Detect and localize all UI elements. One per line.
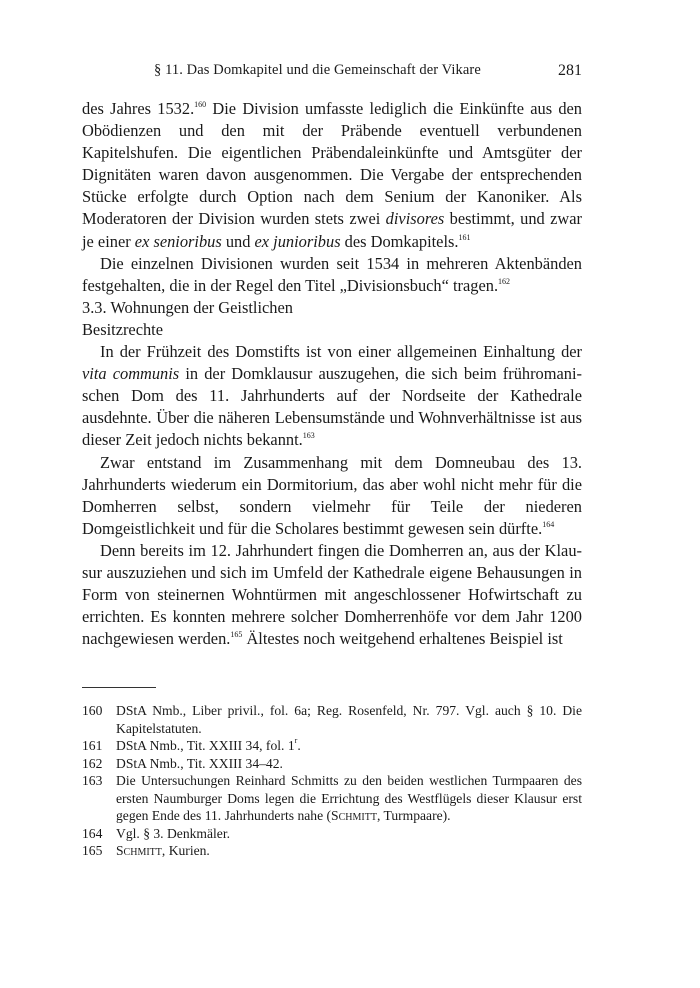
footnote-162: 162 DStA Nmb., Tit. XXIII 34–42. [82, 755, 283, 771]
footnote-ref-161[interactable]: 161 [458, 232, 471, 242]
paragraph-4: Zwar entstand im Zusammenhang mit dem Domneubau des 13. Jahrhunderts wiederum ein Dormitorium, das aber wohl nicht mehr für die Domherren selbst, sondern vielmehr für Teile der niederen Domgeistlichkeit und für die Scholares bestimmt gewesen sein dürfte.$^{164}$ [82, 452, 582, 538]
paragraph-2: Die einzelnen Divisionen wurden seit 1534 in mehreren Aktenbänden festgehalten, die in der Regel den Titel „Divisionsbuch“ tragen.$^{162}$ [82, 253, 582, 295]
footnote-ref-163[interactable]: 163 [302, 431, 315, 441]
footnote-ref-164[interactable]: 164 [542, 519, 555, 529]
subheading: Besitzrechte [82, 319, 164, 339]
main-text [82, 98, 582, 650]
footnotes [82, 687, 582, 860]
footnote-161: 161 DStA Nmb., Tit. XXIII 34, fol. 1$^r$. [82, 736, 301, 753]
section-heading: 3.3. Wohnungen der Geistlichen [82, 297, 293, 317]
footnote-160: 160 DStA Nmb., Liber privil., fol. 6a; Reg. Rosenfeld, Nr. 797. Vgl. auch § 10. Die Kapitelstatuten. [82, 703, 582, 736]
page-number: 281 [558, 62, 582, 79]
paragraph-1: des Jahres 1532.$^{160}$ Die Division umfasste lediglich die Einkünfte aus den Obödienzen und den mit der Präbende eventuell verbundenen Kapitelshufen. Die eigentlichen Präbendaleinkünfte und Amtsgüter der Dignitäten waren davon ausgenommen. Die Vergabe der entsprechenden Stücke erfolgte durch Option nach dem Senium der Kanoniker. Als Moderatoren der Division wurden stets zwei divisores bestimmt, und zwar je einer ex senioribus und ex junioribus des Domkapitels.$^{161}$ [82, 99, 582, 251]
footnote-ref-162[interactable]: 162 [498, 276, 511, 286]
footnote-ref-165[interactable]: 165 [230, 630, 243, 640]
paragraph-3: In der Frühzeit des Domstifts ist von einer allgemeinen Einhaltung der vita communis in der Domklausur auszugehen, die sich beim frühromanischen Dom des 11. Jahrhunderts auf der Nordseite der Kathedrale ausdehnte. Über die näheren Lebensumstände und Wohnverhältnisse ist aus dieser Zeit jedoch nichts bekannt.$^{163}$ [82, 342, 582, 450]
footnote-ref-160[interactable]: 160 [194, 100, 207, 109]
footnote-163: 163 Die Untersuchungen Reinhard Schmitts zu den beiden westlichen Turmpaaren des ersten Naumburger Doms legen die Errichtung des Westflügels dieser Klausur erst gegen Ende des 11. Jahrhunderts nahe (Schmitt, Turmpaare). [82, 773, 582, 823]
footnote-rule [82, 687, 156, 688]
paragraph-5: Denn bereits im 12. Jahrhundert fingen die Domherren an, aus der Klausur auszuziehen und sich im Umfeld der Kathedrale eigene Behausungen in Form von steinernen Wohntürmen mit angeschlossener Hofwirtschaft zu errichten. Es konnten mehrere solcher Domherrenhöfe vor dem Jahr 1200 nachgewiesen werden.$^{165}$ Ältestes noch weitgehend erhaltenes Beispiel ist [82, 540, 582, 649]
footnote-165: 165 Schmitt, Kurien. [82, 843, 210, 858]
footnote-164: 164 Vgl. § 3. Denkmäler. [82, 825, 231, 841]
running-title: § 11. Das Domkapitel und die Gemeinschaft der Vikare [154, 62, 481, 78]
running-header [82, 62, 582, 82]
